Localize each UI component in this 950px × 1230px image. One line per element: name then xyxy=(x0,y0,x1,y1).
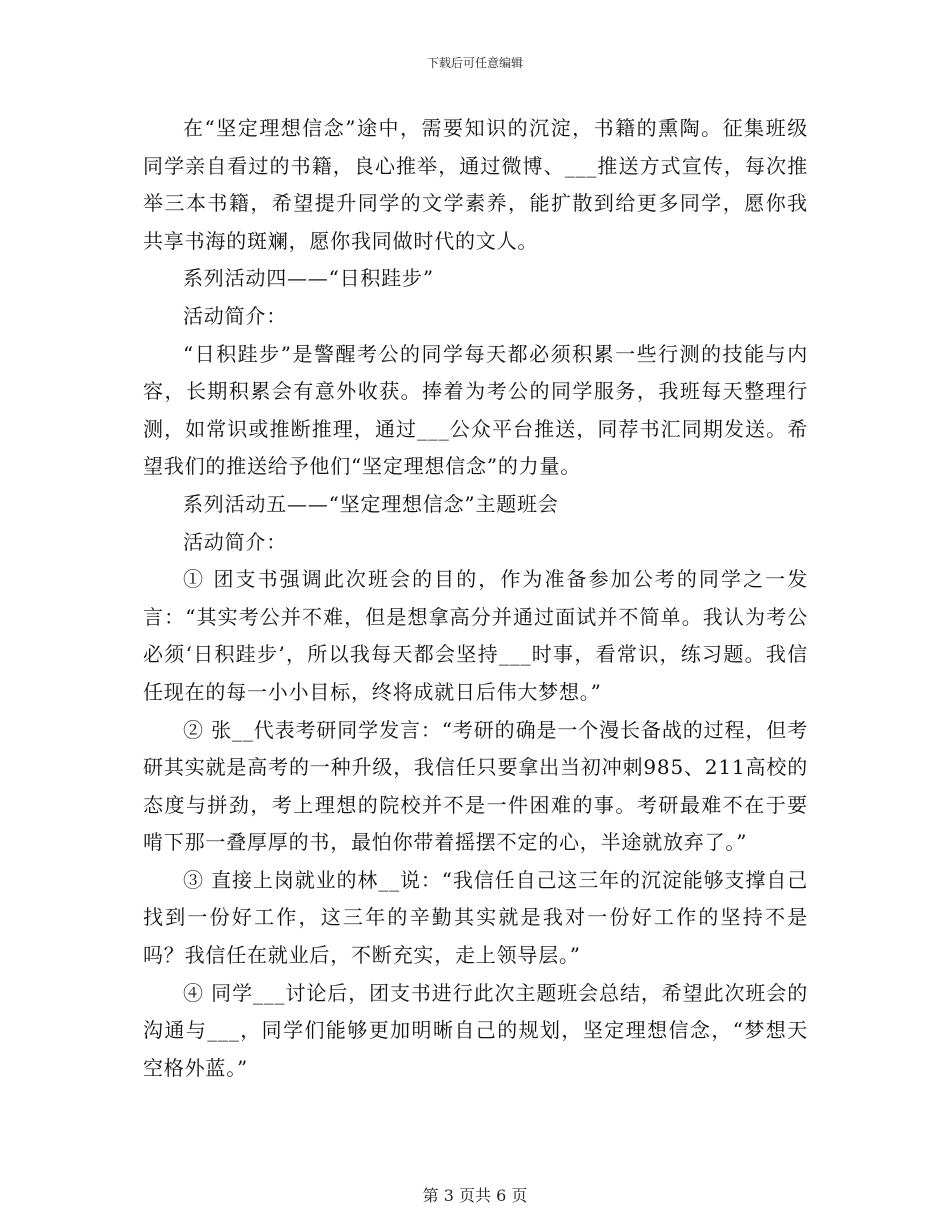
page-number: 第 3 页共 6 页 xyxy=(422,1186,528,1205)
page-header-note: 下载后可任意编辑 xyxy=(426,56,523,70)
activity-four-intro-label: 活动简介： xyxy=(183,303,287,328)
activity-five-intro-label: 活动简介： xyxy=(183,529,287,554)
speech-item-2: ② 张__代表考研同学发言：“考研的确是一个漫长备战的过程，但考研其实就是高考的一种升级，我信任只要拿出当初冲刺985、211高校的态度与拼劲，考上理想的院校并不是一件困难的事。考研最难不在于要啃下那一叠厚厚的书，最怕你带着摇摆不定的心，半途就放弃了。” xyxy=(143,717,808,855)
activity-four-title: 系列活动四——“日积跬步” xyxy=(183,266,434,291)
speech-item-1: ① 团支书强调此次班会的目的，作为准备参加公考的同学之一发言：“其实考公并不难，但是想拿高分并通过面试并不简单。我认为考公必须‘日积跬步’，所以我每天都会坚持___时事，看常识，练习题。我信任现在的每一小小目标，终将成就日后伟大梦想。” xyxy=(143,567,808,704)
document-body xyxy=(143,110,808,1087)
speech-item-4: ④ 同学___讨论后，团支书进行此次主题班会总结，希望此次班会的沟通与___，同学们能够更加明晰自己的规划，坚定理想信念，“梦想天空格外蓝。” xyxy=(143,980,808,1080)
paragraph-book-recommendation: 在“坚定理想信念”途中，需要知识的沉淀，书籍的熏陶。征集班级同学亲自看过的书籍，良心推举，通过微博、___推送方式宣传，每次推举三本书籍，希望提升同学的文学素养，能扩散到给更多同学，愿你我共享书海的斑斓，愿你我同做时代的文人。 xyxy=(143,116,808,253)
activity-four-description: “日积跬步”是警醒考公的同学每天都必须积累一些行测的技能与内容，长期积累会有意外收获。捧着为考公的同学服务，我班每天整理行测，如常识或推断推理，通过___公众平台推送，同荐书汇同期发送。希望我们的推送给予他们“坚定理想信念”的力量。 xyxy=(143,341,808,479)
activity-five-title: 系列活动五——“坚定理想信念”主题班会 xyxy=(183,491,559,516)
speech-item-3: ③ 直接上岗就业的林__说：“我信任自己这三年的沉淀能够支撑自己找到一份好工作，这三年的辛勤其实就是我对一份好工作的坚持不是吗？我信任在就业后，不断充实，走上领导层。” xyxy=(143,867,808,968)
